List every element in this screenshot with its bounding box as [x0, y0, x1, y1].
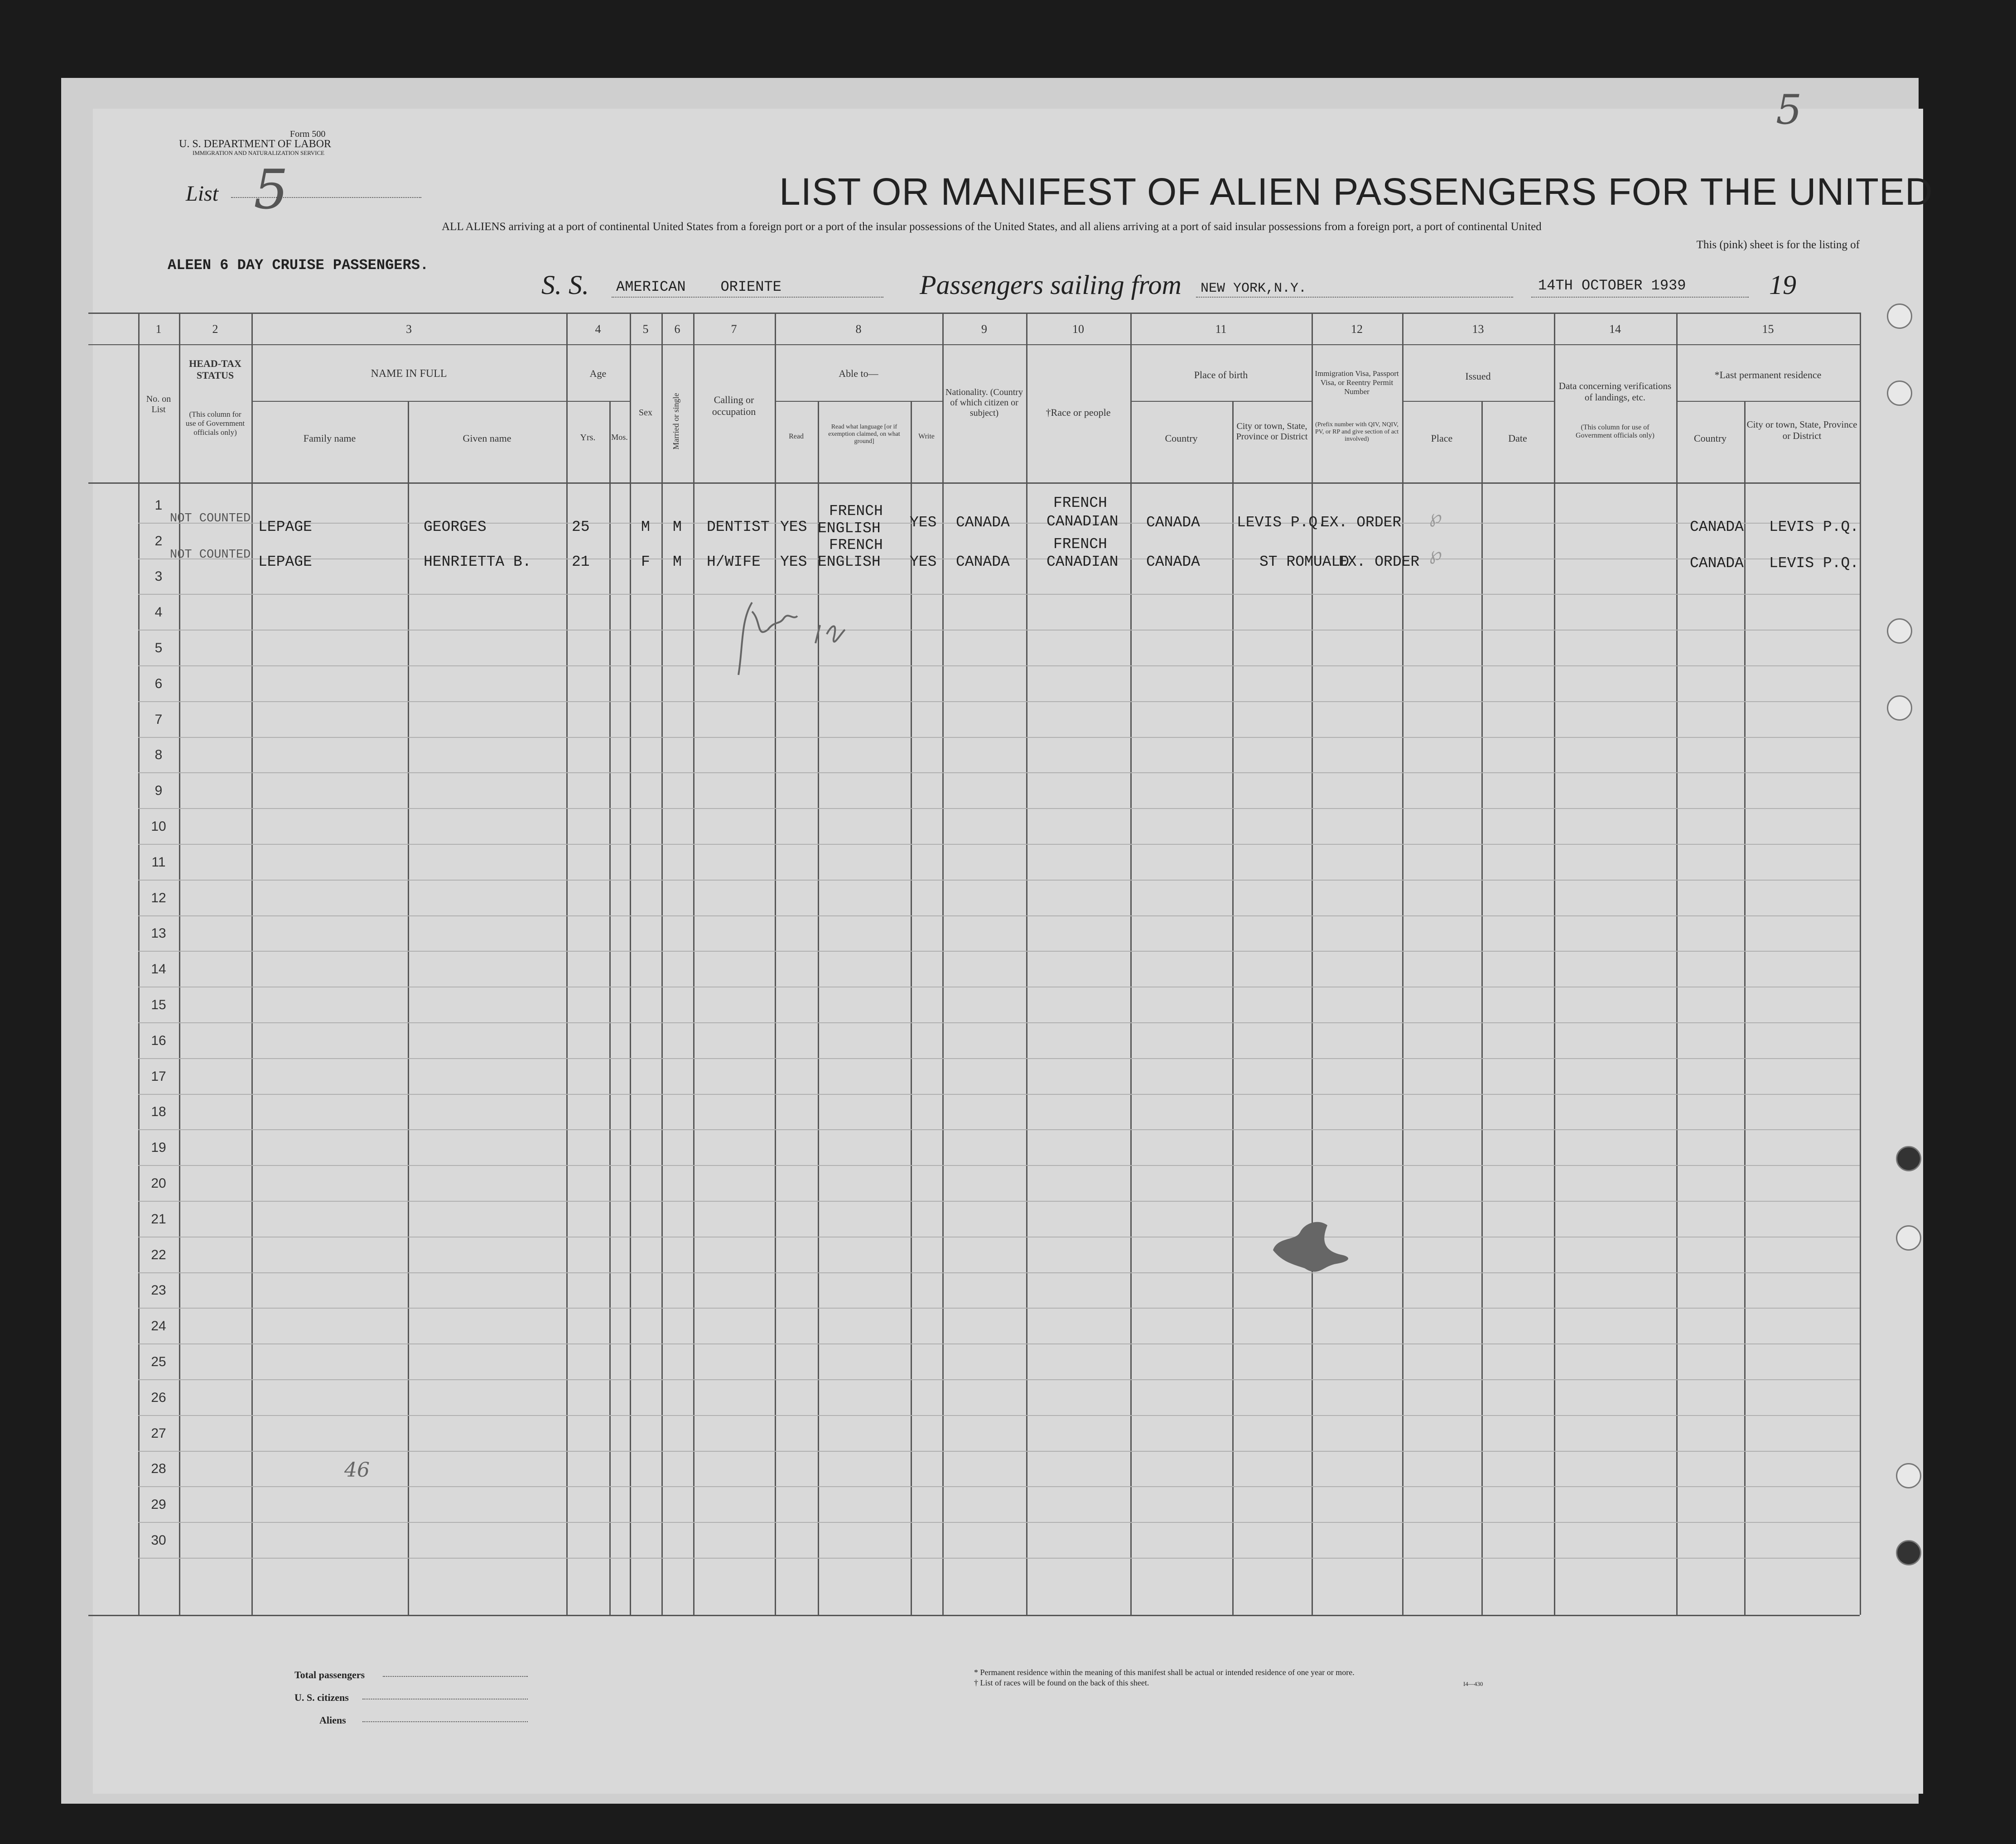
- row-rule: [138, 630, 1860, 631]
- birth-country-cell: CANADA: [1146, 554, 1200, 570]
- header-age: Age: [589, 368, 607, 379]
- subtitle-line2: This (pink) sheet is for the listing of: [1696, 239, 1860, 251]
- row-rule: [138, 1558, 1860, 1559]
- ship-name: AMERICAN ORIENTE: [616, 279, 781, 295]
- given-name-cell: GEORGES: [424, 519, 487, 535]
- binder-hole-icon: [1896, 1146, 1921, 1171]
- row-rule: [138, 1415, 1860, 1416]
- col-line: [1481, 401, 1483, 1615]
- header-res-country: Country: [1693, 433, 1727, 444]
- visa-cell: EX. ORDER: [1321, 514, 1402, 531]
- row-number: 3: [154, 569, 163, 584]
- col-number-11: 11: [1215, 323, 1227, 336]
- col-line: [1026, 313, 1027, 1615]
- nationality-cell: CANADA: [956, 514, 1010, 531]
- col-number-2: 2: [212, 323, 218, 336]
- manifest-title: LIST OR MANIFEST OF ALIEN PASSENGERS FOR THE UNITED: [779, 170, 1933, 213]
- header-birth-city: City or town, State, Province or District: [1236, 421, 1308, 442]
- col-line: [408, 401, 409, 1615]
- col-number-6: 6: [674, 323, 680, 336]
- language-cell: FRENCH: [829, 537, 883, 554]
- row-number: 24: [151, 1319, 166, 1334]
- row-number: 30: [151, 1533, 166, 1548]
- col-line: [1554, 313, 1555, 1615]
- port-dotted-line: [1196, 297, 1513, 298]
- col-line: [1312, 313, 1313, 1615]
- header-last-residence: *Last permanent residence: [1714, 369, 1822, 380]
- row-rule: [138, 1522, 1860, 1523]
- race-cell: CANADIAN: [1047, 513, 1119, 530]
- col-number-3: 3: [406, 323, 412, 336]
- subheader-line: [1130, 401, 1312, 402]
- residence-country-cell: CANADA: [1690, 519, 1744, 535]
- row-rule: [138, 1129, 1860, 1130]
- handwritten-signature: [725, 593, 870, 682]
- row-rule: [138, 1058, 1860, 1059]
- row-number: 7: [154, 712, 163, 727]
- nationality-cell: CANADA: [956, 554, 1010, 570]
- subheader-line: [1402, 401, 1554, 402]
- row-number: 16: [151, 1033, 166, 1048]
- row-rule: [138, 880, 1860, 881]
- row-rule: [138, 915, 1860, 916]
- language-cell: ENGLISH: [818, 554, 881, 570]
- col-line: [1744, 401, 1746, 1615]
- column-number-border: [88, 344, 1860, 345]
- row-number: 19: [151, 1140, 166, 1155]
- row-rule: [138, 665, 1860, 666]
- handwritten-note: 46: [344, 1459, 370, 1482]
- row-rule: [138, 701, 1860, 702]
- row-number: 15: [151, 997, 166, 1012]
- header-head-tax: HEAD-TAX STATUS: [189, 358, 241, 381]
- row-number: 23: [151, 1283, 166, 1298]
- footer-note-residence: * Permanent residence within the meaning of this manifest shall be actual or intended residence of one year or more.: [974, 1668, 1355, 1677]
- col-line: [942, 313, 944, 1615]
- col-number-7: 7: [731, 323, 737, 336]
- corner-number: 5: [1776, 86, 1802, 134]
- row-number: 2: [154, 534, 163, 549]
- binder-hole-icon: [1887, 380, 1912, 406]
- col-number-9: 9: [981, 323, 987, 336]
- header-visa-note: (Prefix number with QIV, NQIV, PV, or RP and give section of act involved): [1315, 421, 1399, 443]
- subheader-line: [775, 401, 942, 402]
- subtitle-line1: ALL ALIENS arriving at a port of continental United States from a foreign port or a port of the insular possessions of the United States, and all aliens arriving at a port of said insular possessions from a foreign port, a port of continental United: [442, 221, 1542, 233]
- write-cell: YES: [910, 554, 937, 570]
- residence-city-cell: LEVIS P.Q.: [1769, 555, 1859, 572]
- col-line: [1130, 313, 1132, 1615]
- ss-label: S. S.: [541, 270, 589, 300]
- language-cell: FRENCH: [829, 503, 883, 520]
- header-data-verification-note: (This column for use of Government officials only): [1576, 424, 1654, 439]
- header-read: Read: [789, 433, 804, 440]
- col-line: [609, 401, 611, 1615]
- footer-citizens-label: U. S. citizens: [294, 1692, 349, 1703]
- col-line: [179, 313, 180, 1615]
- col-number-15: 15: [1762, 323, 1774, 336]
- sailing-port: NEW YORK,N.Y.: [1201, 281, 1307, 296]
- service: IMMIGRATION AND NATURALIZATION SERVICE: [193, 149, 325, 156]
- subheader-line: [566, 401, 630, 402]
- col-number-5: 5: [642, 323, 649, 336]
- date-dotted-line: [1531, 297, 1749, 298]
- footer-total-line: [383, 1676, 528, 1677]
- age-years-cell: 25: [572, 519, 590, 535]
- subheader-line: [251, 401, 566, 402]
- header-able-to: Able to—: [839, 368, 878, 379]
- cruise-label: ALEEN 6 DAY CRUISE PASSENGERS.: [168, 257, 429, 274]
- header-family-name: Family name: [303, 433, 356, 444]
- header-res-city: City or town, State, Province or District: [1746, 419, 1857, 441]
- row-rule: [138, 737, 1860, 738]
- row-number: 10: [151, 819, 166, 834]
- row-rule: [138, 1308, 1860, 1309]
- footer-form-code: I4—430: [1463, 1680, 1483, 1687]
- table-bottom-border: [88, 1615, 1860, 1616]
- given-name-cell: HENRIETTA B.: [424, 554, 531, 570]
- list-label: List: [186, 182, 219, 206]
- row-number: 6: [154, 676, 163, 691]
- header-data-verification: Data concerning verifications of landings, etc.: [1558, 380, 1672, 403]
- row-number: 5: [154, 640, 163, 655]
- col-line: [1860, 313, 1861, 1615]
- ship-dotted-line: [612, 297, 883, 298]
- col-line: [1402, 313, 1403, 1615]
- binder-hole-icon: [1896, 1540, 1921, 1565]
- row-number: 12: [151, 891, 166, 905]
- row-number: 1: [154, 498, 163, 513]
- row-rule: [138, 1343, 1860, 1344]
- race-cell: CANADIAN: [1047, 554, 1119, 570]
- col-line: [911, 401, 912, 1615]
- language-cell: ENGLISH: [818, 520, 881, 537]
- head-tax-cell: NOT COUNTED: [170, 548, 251, 562]
- row-number: 4: [154, 605, 163, 620]
- row-number: 27: [151, 1426, 166, 1441]
- row-number: 21: [151, 1212, 166, 1227]
- header-race: †Race or people: [1046, 407, 1111, 418]
- row-rule: [138, 1486, 1860, 1487]
- list-dotted-line: [231, 197, 421, 198]
- footer-total-label: Total passengers: [294, 1669, 365, 1680]
- col-number-1: 1: [155, 323, 162, 336]
- footer-citizens-line: [362, 1699, 528, 1700]
- col-line: [818, 401, 819, 1615]
- col-number-13: 13: [1472, 323, 1484, 336]
- department: U. S. DEPARTMENT OF LABOR: [179, 138, 331, 150]
- row-number: 14: [151, 962, 166, 977]
- family-name-cell: LEPAGE: [258, 519, 312, 535]
- col-number-14: 14: [1609, 323, 1621, 336]
- col-line: [1676, 313, 1678, 1615]
- row-rule: [138, 808, 1860, 809]
- check-mark-icon: ℘: [1429, 506, 1442, 527]
- row-rule: [138, 594, 1860, 595]
- age-years-cell: 21: [572, 554, 590, 570]
- row-number: 11: [151, 855, 166, 870]
- header-issued: Issued: [1465, 371, 1491, 382]
- row-number: 13: [151, 926, 166, 941]
- header-bottom-border: [88, 482, 1860, 484]
- occupation-cell: H/WIFE: [707, 554, 761, 570]
- row-rule: [138, 1094, 1860, 1095]
- binder-hole-icon: [1887, 618, 1912, 644]
- header-mos: Mos.: [611, 433, 628, 442]
- header-sex: Sex: [639, 408, 652, 418]
- birth-city-cell: ST ROMUALD: [1259, 554, 1350, 570]
- race-cell: FRENCH: [1053, 495, 1107, 511]
- head-tax-cell: NOT COUNTED: [170, 512, 251, 525]
- form-number: Form 500: [290, 129, 326, 139]
- table-top-border: [88, 313, 1860, 314]
- binder-hole-icon: [1887, 695, 1912, 721]
- col-line: [693, 313, 695, 1615]
- row-rule: [138, 1165, 1860, 1166]
- header-yrs: Yrs.: [580, 433, 596, 443]
- col-line: [251, 313, 253, 1615]
- married-cell: M: [673, 519, 682, 535]
- sailing-date: 14TH OCTOBER 1939: [1538, 277, 1686, 294]
- row-number: 8: [154, 747, 163, 762]
- header-visa: Immigration Visa, Passport Visa, or Reentry Permit Number: [1315, 369, 1399, 396]
- row-rule: [138, 844, 1860, 845]
- binder-hole-icon: [1896, 1463, 1921, 1488]
- col-line: [630, 313, 631, 1615]
- birth-city-cell: LEVIS P.Q.: [1237, 514, 1327, 531]
- header-given-name: Given name: [463, 433, 511, 444]
- subheader-line: [1676, 401, 1860, 402]
- header-write: Write: [918, 433, 935, 440]
- row-rule: [138, 951, 1860, 952]
- row-number: 29: [151, 1497, 166, 1512]
- footer-aliens-line: [362, 1721, 528, 1722]
- header-married: Married or single: [671, 393, 680, 450]
- header-issued-place: Place: [1431, 433, 1453, 444]
- footer-note-races: † List of races will be found on the back of this sheet.: [974, 1678, 1149, 1687]
- row-rule: [138, 1022, 1860, 1023]
- binder-hole-icon: [1887, 303, 1912, 329]
- header-place-of-birth: Place of birth: [1194, 369, 1248, 380]
- year-label: 19: [1769, 270, 1796, 300]
- row-number: 17: [151, 1069, 166, 1084]
- sailing-label: Passengers sailing from: [920, 270, 1182, 300]
- birth-country-cell: CANADA: [1146, 514, 1200, 531]
- visa-cell: EX. ORDER: [1339, 554, 1420, 570]
- footer-aliens-label: Aliens: [319, 1714, 346, 1726]
- row-rule: [138, 772, 1860, 773]
- col-line: [566, 313, 568, 1615]
- col-line: [1232, 401, 1234, 1615]
- sex-cell: M: [641, 519, 650, 535]
- sex-cell: F: [641, 554, 650, 570]
- col-line: [661, 313, 663, 1615]
- occupation-cell: DENTIST: [707, 519, 770, 535]
- binder-hole-icon: [1896, 1225, 1921, 1251]
- col-line: [775, 313, 776, 1615]
- read-cell: YES: [780, 554, 807, 570]
- header-name-in-full: NAME IN FULL: [371, 368, 447, 380]
- header-calling: Calling or occupation: [712, 394, 756, 417]
- header-no-on-list: No. on List: [146, 394, 171, 414]
- row-number: 18: [151, 1104, 166, 1119]
- row-rule: [138, 1201, 1860, 1202]
- row-number: 20: [151, 1176, 166, 1191]
- row-number: 25: [151, 1354, 166, 1369]
- write-cell: YES: [910, 514, 937, 531]
- header-read-language: Read what language [or if exemption claimed, on what ground]: [828, 424, 900, 445]
- married-cell: M: [673, 554, 682, 570]
- col-number-4: 4: [595, 323, 601, 336]
- residence-city-cell: LEVIS P.Q.: [1769, 519, 1859, 535]
- row-rule: [138, 1451, 1860, 1452]
- residence-country-cell: CANADA: [1690, 555, 1744, 572]
- header-issued-date: Date: [1508, 433, 1527, 444]
- row-rule: [138, 1272, 1860, 1273]
- check-mark-icon: ℘: [1429, 544, 1442, 564]
- row-rule: [138, 1379, 1860, 1380]
- row-number: 26: [151, 1390, 166, 1405]
- list-number: 5: [254, 159, 289, 221]
- col-number-10: 10: [1072, 323, 1084, 336]
- row-number: 9: [154, 783, 163, 798]
- header-head-tax-note: (This column for use of Government officials only): [185, 410, 245, 437]
- row-number: 22: [151, 1247, 166, 1262]
- read-cell: YES: [780, 519, 807, 535]
- row-number: 28: [151, 1461, 166, 1476]
- col-number-12: 12: [1351, 323, 1363, 336]
- header-nationality: Nationality. (Country of which citizen or subject): [945, 387, 1023, 418]
- race-cell: FRENCH: [1053, 536, 1107, 553]
- col-number-8: 8: [855, 323, 862, 336]
- header-birth-country: Country: [1165, 433, 1198, 444]
- ink-stain: [1268, 1218, 1355, 1284]
- family-name-cell: LEPAGE: [258, 554, 312, 570]
